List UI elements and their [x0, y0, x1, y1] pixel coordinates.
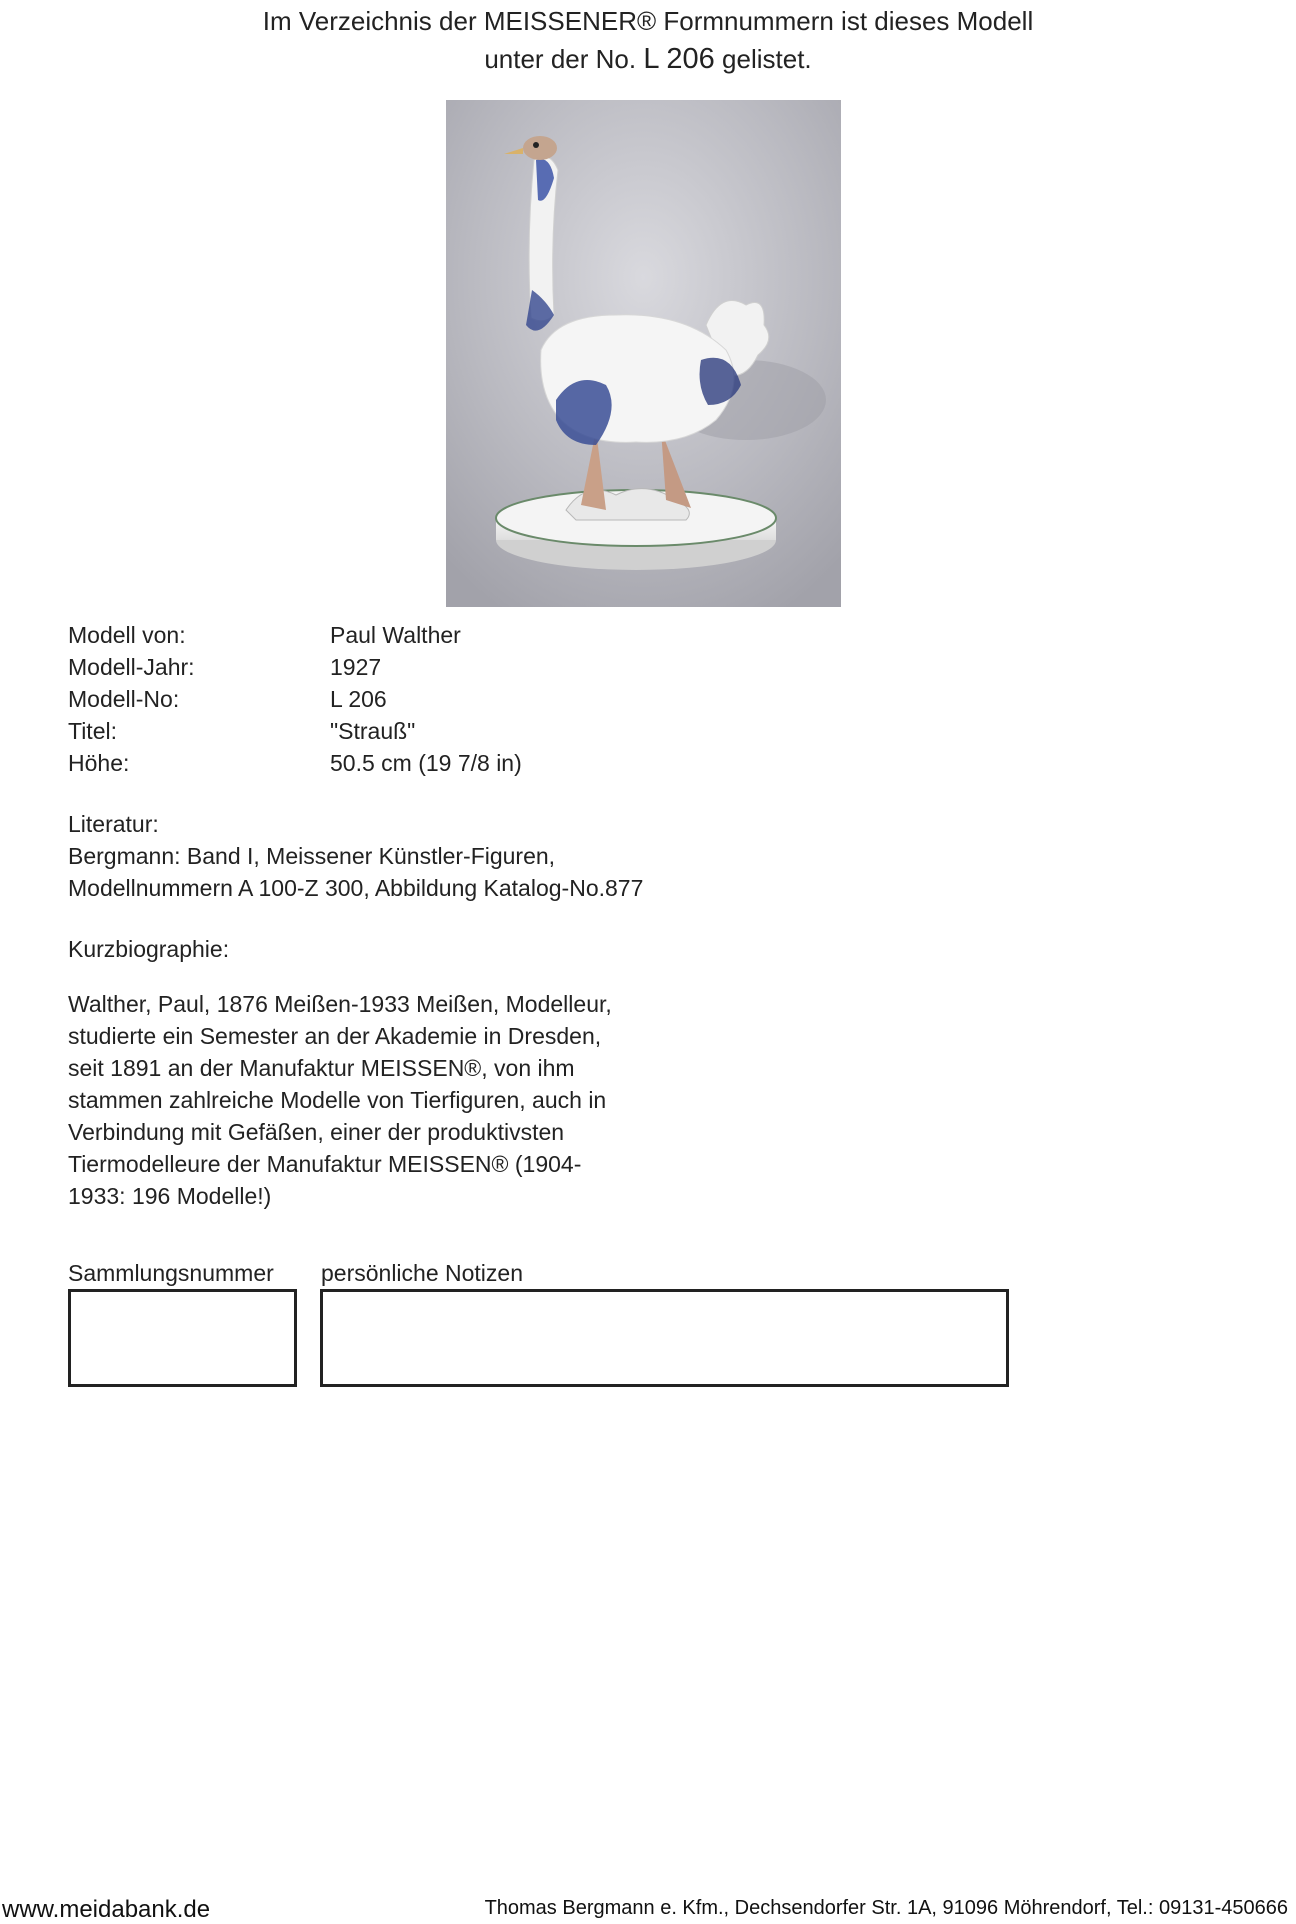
detail-value: L 206: [330, 686, 387, 712]
product-photo: [446, 100, 841, 607]
detail-row-height: [68, 747, 522, 779]
detail-row-year: [68, 651, 522, 683]
biography-text: [68, 988, 638, 1212]
detail-label: Modell-No:: [68, 686, 180, 712]
detail-value: 1927: [330, 654, 382, 680]
literature-line-2: Modellnummern A 100-Z 300, Abbildung Katalog-No.877: [68, 875, 644, 901]
personal-notes-field[interactable]: [320, 1289, 1009, 1387]
detail-value: Paul Walther: [330, 622, 461, 648]
detail-value: 50.5 cm (19 7/8 in): [330, 750, 522, 776]
ostrich-porcelain-figure-icon: [446, 100, 841, 607]
literature-line-1: Bergmann: Band I, Meissener Künstler-Figuren,: [68, 843, 556, 869]
footer-website-link[interactable]: www.meidabank.de: [2, 1896, 211, 1923]
detail-row-title: [68, 715, 522, 747]
header-line-2-prefix: unter der No.: [484, 44, 637, 74]
model-details: [68, 619, 522, 779]
detail-label: Titel:: [68, 718, 117, 744]
detail-label: Modell-Jahr:: [68, 654, 195, 680]
detail-label: Modell von:: [68, 622, 186, 648]
biography-line: studierte ein Semester an der Akademie in Dresden,: [68, 1023, 602, 1049]
detail-row-designer: [68, 619, 522, 651]
collection-number-field[interactable]: [68, 1289, 297, 1387]
header-line-2: [0, 40, 1296, 78]
header-model-number: L 206: [643, 43, 715, 75]
detail-label: Höhe:: [68, 750, 130, 776]
detail-row-model-number: [68, 683, 522, 715]
footer-address: Thomas Bergmann e. Kfm., Dechsendorfer Str. 1A, 91096 Möhrendorf, Tel.: 09131-450666: [484, 1897, 1288, 1919]
header-line-2-suffix: gelistet.: [722, 44, 812, 74]
biography-line: 1933: 196 Modelle!): [68, 1183, 272, 1209]
page-header: [0, 2, 1296, 78]
literature-label: Literatur:: [68, 811, 159, 837]
detail-value: "Strauß": [330, 718, 416, 744]
biography-line: seit 1891 an der Manufaktur MEISSEN®, von ihm: [68, 1055, 575, 1081]
biography-line: Walther, Paul, 1876 Meißen-1933 Meißen, Modelleur,: [68, 991, 612, 1017]
biography-line: Verbindung mit Gefäßen, einer der produktivsten: [68, 1119, 565, 1145]
biography-label: Kurzbiographie:: [68, 936, 230, 962]
header-line-1: Im Verzeichnis der MEISSENER® Formnummern ist dieses Modell: [262, 6, 1034, 36]
literature-section: [68, 808, 643, 904]
personal-notes-label: persönliche Notizen: [321, 1260, 524, 1286]
biography-line: stammen zahlreiche Modelle von Tierfiguren, auch in: [68, 1087, 607, 1113]
biography-line: Tiermodelleure der Manufaktur MEISSEN® (1904-: [68, 1151, 582, 1177]
collection-number-label: Sammlungsnummer: [68, 1260, 274, 1286]
